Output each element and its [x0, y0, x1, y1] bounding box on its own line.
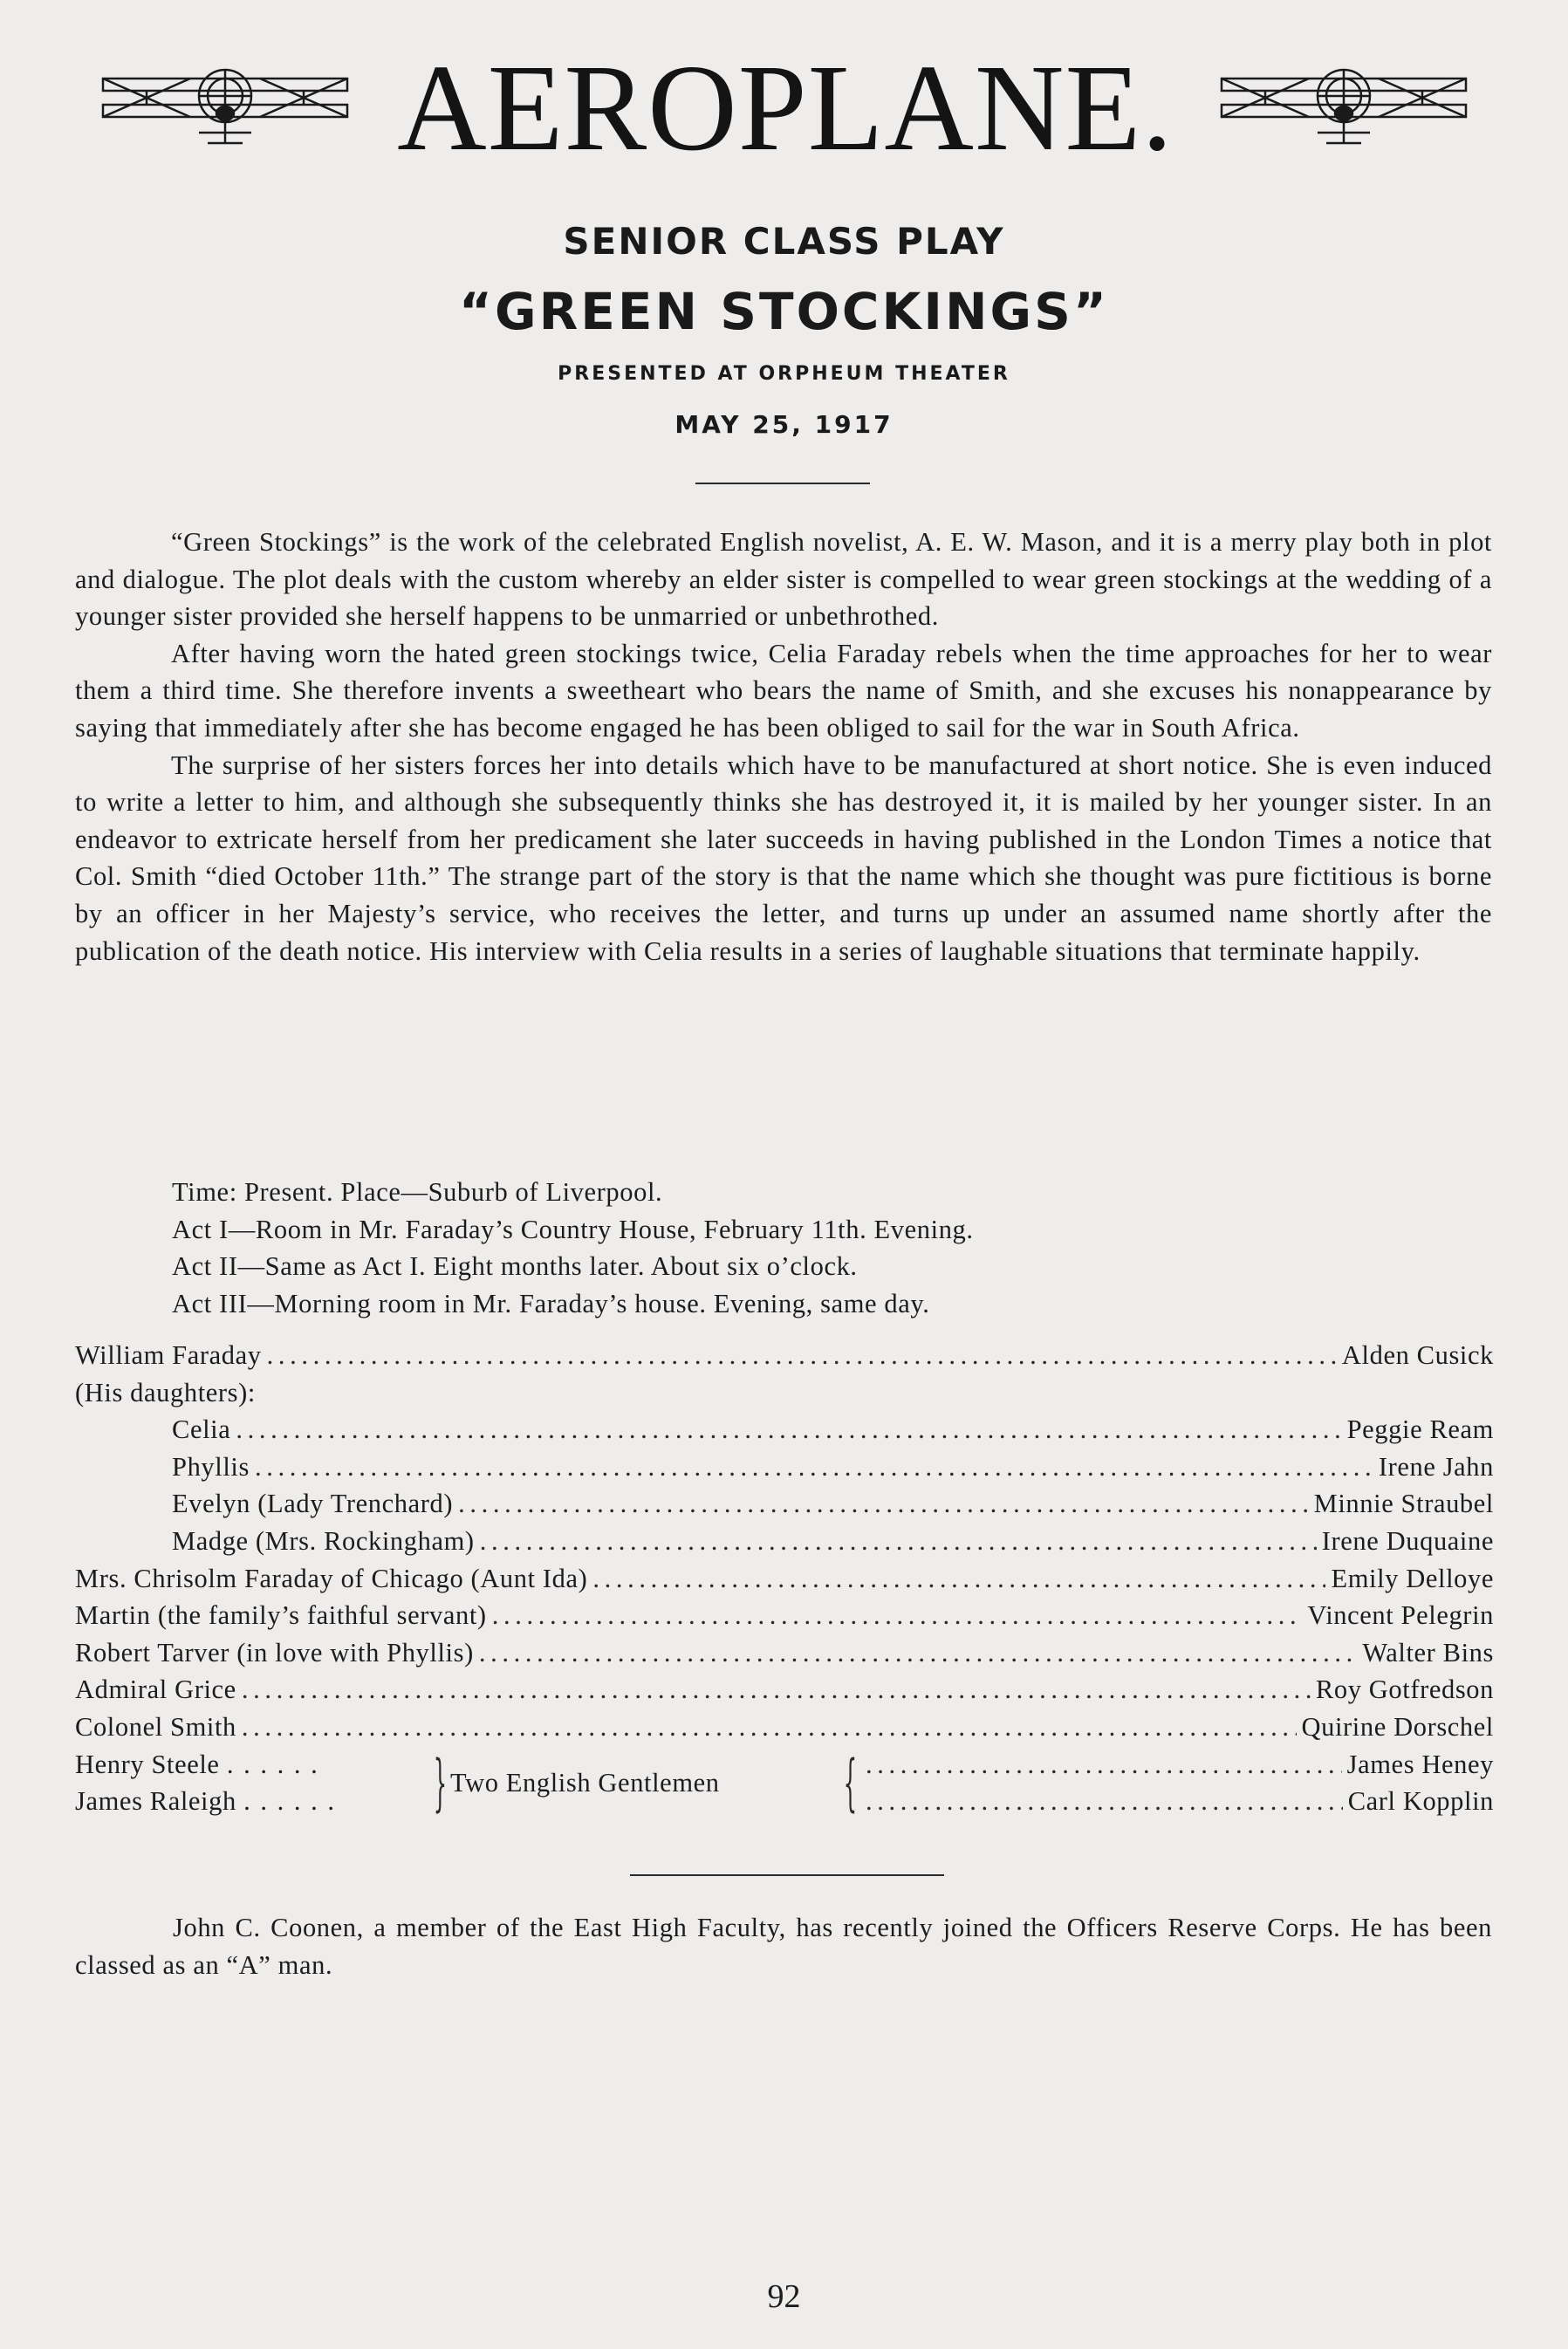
- role: Robert Tarver (in love with Phyllis): [75, 1637, 474, 1668]
- venue-line: PRESENTED AT ORPHEUM THEATER: [558, 363, 1010, 385]
- divider: [695, 483, 870, 484]
- cast-row: [75, 1337, 1494, 1374]
- gentlemen-label: Two English Gentlemen: [450, 1767, 720, 1798]
- leader-dots: [458, 1485, 1309, 1523]
- leader-dots: . . . . . .: [226, 1749, 319, 1779]
- role: William Faraday: [75, 1340, 262, 1370]
- role: Martin (the family’s faithful servant): [75, 1600, 487, 1631]
- biplane-right-icon: [1213, 59, 1475, 164]
- setting-line: Time: Present. Place—Suburb of Liverpool.: [172, 1177, 663, 1207]
- actor: Quirine Dorschel: [1301, 1711, 1494, 1742]
- cast-row: [75, 1634, 1494, 1672]
- role-line: [75, 1783, 336, 1820]
- role: James Raleigh: [75, 1786, 236, 1817]
- paragraph: The surprise of her sisters forces her into details which have to be manufactured at short notice. She is even induced to write a letter to him, and although she subsequently thinks she has destroyed it, it is mailed by her younger sister. In an endeavor to extricate herself from her predicament she later succeeds in having published in the London Times a notice that Col. Smith “died October 11th.” The strange part of the story is that the name which she thought was pure fictitious is borne by an officer in her Majesty’s service, who receives the letter, and turns up under an assumed name shortly after the publication of the death notice. His interview with Celia results in a series of laughable situations that terminate happily.: [75, 750, 1492, 966]
- masthead: [87, 35, 1483, 176]
- leader-dots: [255, 1448, 1373, 1486]
- role: Admiral Grice: [75, 1674, 236, 1705]
- brace-left-icon: {: [843, 1746, 858, 1818]
- cast-row: [75, 1709, 1494, 1746]
- gentlemen-roles: [75, 1746, 336, 1820]
- gentlemen-group: [75, 1746, 1494, 1821]
- actor: Emily Delloye: [1331, 1563, 1494, 1593]
- role: Madge (Mrs. Rockingham): [172, 1525, 475, 1556]
- cast-row: [75, 1448, 1494, 1486]
- actor: James Heney: [1346, 1749, 1494, 1779]
- actor-line: [860, 1783, 1494, 1820]
- leader-dots: . . . . . .: [243, 1786, 336, 1817]
- role: Evelyn (Lady Trenchard): [172, 1489, 454, 1519]
- leader-dots: [267, 1337, 1337, 1374]
- daughters-label: (His daughters):: [75, 1377, 256, 1407]
- role: Henry Steele: [75, 1749, 220, 1779]
- cast-row: [75, 1671, 1494, 1709]
- faculty-note: John C. Coonen, a member of the East High Faculty, has recently joined the Officers Reserve Corps. He has been classed as an “A” man.: [75, 1913, 1492, 1980]
- page-number: 92: [767, 2278, 801, 2315]
- cast-row: [75, 1560, 1494, 1598]
- date-line: MAY 25, 1917: [674, 410, 894, 439]
- actor-line: [860, 1746, 1494, 1784]
- cast-list: [75, 1337, 1494, 1821]
- cast-row: [75, 1523, 1494, 1560]
- role: Phyllis: [172, 1451, 250, 1482]
- leader-dots: [492, 1597, 1303, 1634]
- role-line: [75, 1746, 336, 1784]
- actor: Irene Duquaine: [1321, 1525, 1494, 1556]
- role: Celia: [172, 1414, 231, 1445]
- role: Mrs. Chrisolm Faraday of Chicago (Aunt Ida): [75, 1563, 588, 1593]
- actor: Minnie Straubel: [1313, 1489, 1494, 1519]
- brace-right-icon: }: [433, 1746, 448, 1818]
- leader-dots: [242, 1671, 1311, 1709]
- play-title: “GREEN STOCKINGS”: [458, 282, 1110, 341]
- paragraph: “Green Stockings” is the work of the celebrated English novelist, A. E. W. Mason, and it is a merry play both in plot and dialogue. The plot deals with the custom whereby an elder sister is compelled to wear green stockings at the wedding of a younger sister provided she herself happens to be unmarried or unbethrothed.: [75, 527, 1492, 632]
- actor: Vincent Pelegrin: [1307, 1600, 1494, 1631]
- actor: Peggie Ream: [1346, 1414, 1494, 1445]
- actor: Roy Gotfredson: [1315, 1674, 1494, 1705]
- masthead-title: AEROPLANE.: [397, 38, 1174, 176]
- leader-dots: [866, 1783, 1343, 1820]
- leader-dots: [236, 1411, 1341, 1448]
- settings-list: [172, 1174, 974, 1323]
- leader-dots: [866, 1746, 1342, 1784]
- actor: Alden Cusick: [1341, 1340, 1494, 1370]
- cast-subheading: [75, 1374, 1494, 1412]
- actor: Carl Kopplin: [1347, 1786, 1494, 1817]
- class-play-heading: SENIOR CLASS PLAY: [563, 220, 1005, 263]
- cast-row: [75, 1411, 1494, 1448]
- leader-dots: [480, 1523, 1317, 1560]
- setting-line: Act III—Morning room in Mr. Faraday’s house. Evening, same day.: [172, 1289, 930, 1319]
- role: Colonel Smith: [75, 1711, 236, 1742]
- synopsis: [75, 524, 1492, 969]
- actor: Irene Jahn: [1378, 1451, 1494, 1482]
- gentlemen-actors: [860, 1746, 1494, 1820]
- leader-dots: [479, 1634, 1357, 1672]
- leader-dots: [242, 1709, 1297, 1746]
- actor: Walter Bins: [1362, 1637, 1494, 1668]
- cast-row: [75, 1597, 1494, 1634]
- setting-line: Act II—Same as Act I. Eight months later. About six o’clock.: [172, 1251, 858, 1282]
- leader-dots: [592, 1560, 1325, 1598]
- paragraph: After having worn the hated green stockings twice, Celia Faraday rebels when the time approaches for her to wear them a third time. She therefore invents a sweetheart who bears the name of Smith, and she excuses his nonappearance by saying that immediately after she has become engaged he has been obliged to sail for the war in South Africa.: [75, 638, 1492, 743]
- cast-row: [75, 1485, 1494, 1523]
- setting-line: Act I—Room in Mr. Faraday’s Country House, February 11th. Evening.: [172, 1214, 974, 1244]
- divider: [630, 1874, 944, 1876]
- biplane-left-icon: [94, 59, 356, 164]
